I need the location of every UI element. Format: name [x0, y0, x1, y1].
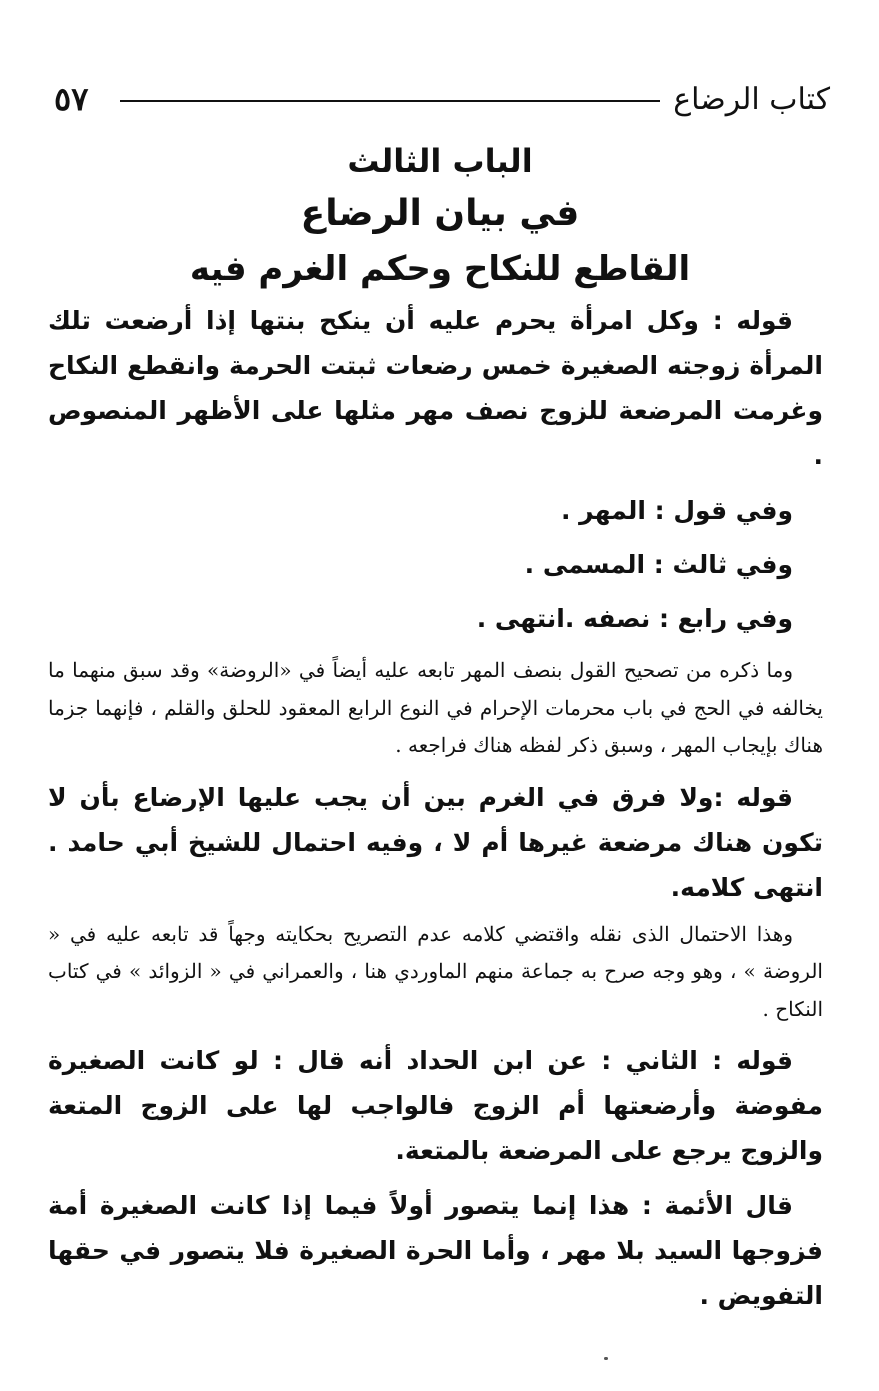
commentary-paragraph: وما ذكره من تصحيح القول بنصف المهر تابعه عليه أيضاً في «الروضة» وقد سبق منهما ما يخالفه في الحج في باب محرمات الإحرام في النوع الرابع المعقود للحلق والقلم ، فإنهما جزما هناك بإيجاب المهر ، وسبق ذكر لفظه هناك فراجعه .: [48, 658, 823, 757]
ink-speck: [604, 1357, 608, 1360]
quoted-passage: قوله :ولا فرق في الغرم بين أن يجب عليها الإرضاع بأن لا تكون هناك مرضعة غيرها أم لا ، وفيه احتمال للشيخ أبي حامد . انتهى كلامه.: [48, 782, 823, 902]
chapter-heading: [40, 136, 840, 296]
page-number: ٥٧: [54, 80, 89, 118]
quoted-passage: قوله : وكل امرأة يحرم عليه أن ينكح بنتها إذا أرضعت تلك المرأة زوجته الصغيرة خمس رضعات ثبتت الحرمة وانقطع النكاح وغرمت المرضعة للزوج نصف مهر مثلها على الأظهر المنصوص .: [48, 306, 823, 470]
chapter-number-heading: الباب الثالث: [347, 142, 533, 180]
running-header: [40, 78, 830, 126]
chapter-subtitle-heading: القاطع للنكاح وحكم الغرم فيه: [189, 249, 691, 289]
quoted-passage: قوله : الثاني : عن ابن الحداد أنه قال : لو كانت الصغيرة مفوضة وأرضعتها أم الزوج فالواجب لها على الزوج المتعة والزوج يرجع على المرضعة بالمتعة.: [48, 1046, 823, 1165]
commentary-paragraph: وهذا الاحتمال الذى نقله واقتضي كلامه عدم التصريح بحكايته وجهاً قد تابعه عليه في « الروضة » ، وهو وجه صرح به جماعة منهم الماوردي هنا ، والعمراني في « الزوائد » في كتاب النكاح .: [48, 921, 823, 1021]
chapter-title-heading: في بيان الرضاع: [300, 193, 580, 234]
body-text: [48, 298, 823, 1318]
quoted-opinion: وفي رابع : نصفه .انتهى .: [476, 604, 793, 633]
quoted-opinion: وفي ثالث : المسمى .: [524, 550, 793, 579]
header-rule: [120, 100, 660, 102]
quoted-opinion: وفي قول : المهر .: [560, 496, 793, 525]
quoted-passage: قال الأئمة : هذا إنما يتصور أولاً فيما إذا كانت الصغيرة أمة فزوجها السيد بلا مهر ، وأما الحرة الصغيرة فلا يتصور في حقها التفويض .: [48, 1191, 823, 1310]
running-header-title: كتاب الرضاع: [673, 82, 830, 117]
